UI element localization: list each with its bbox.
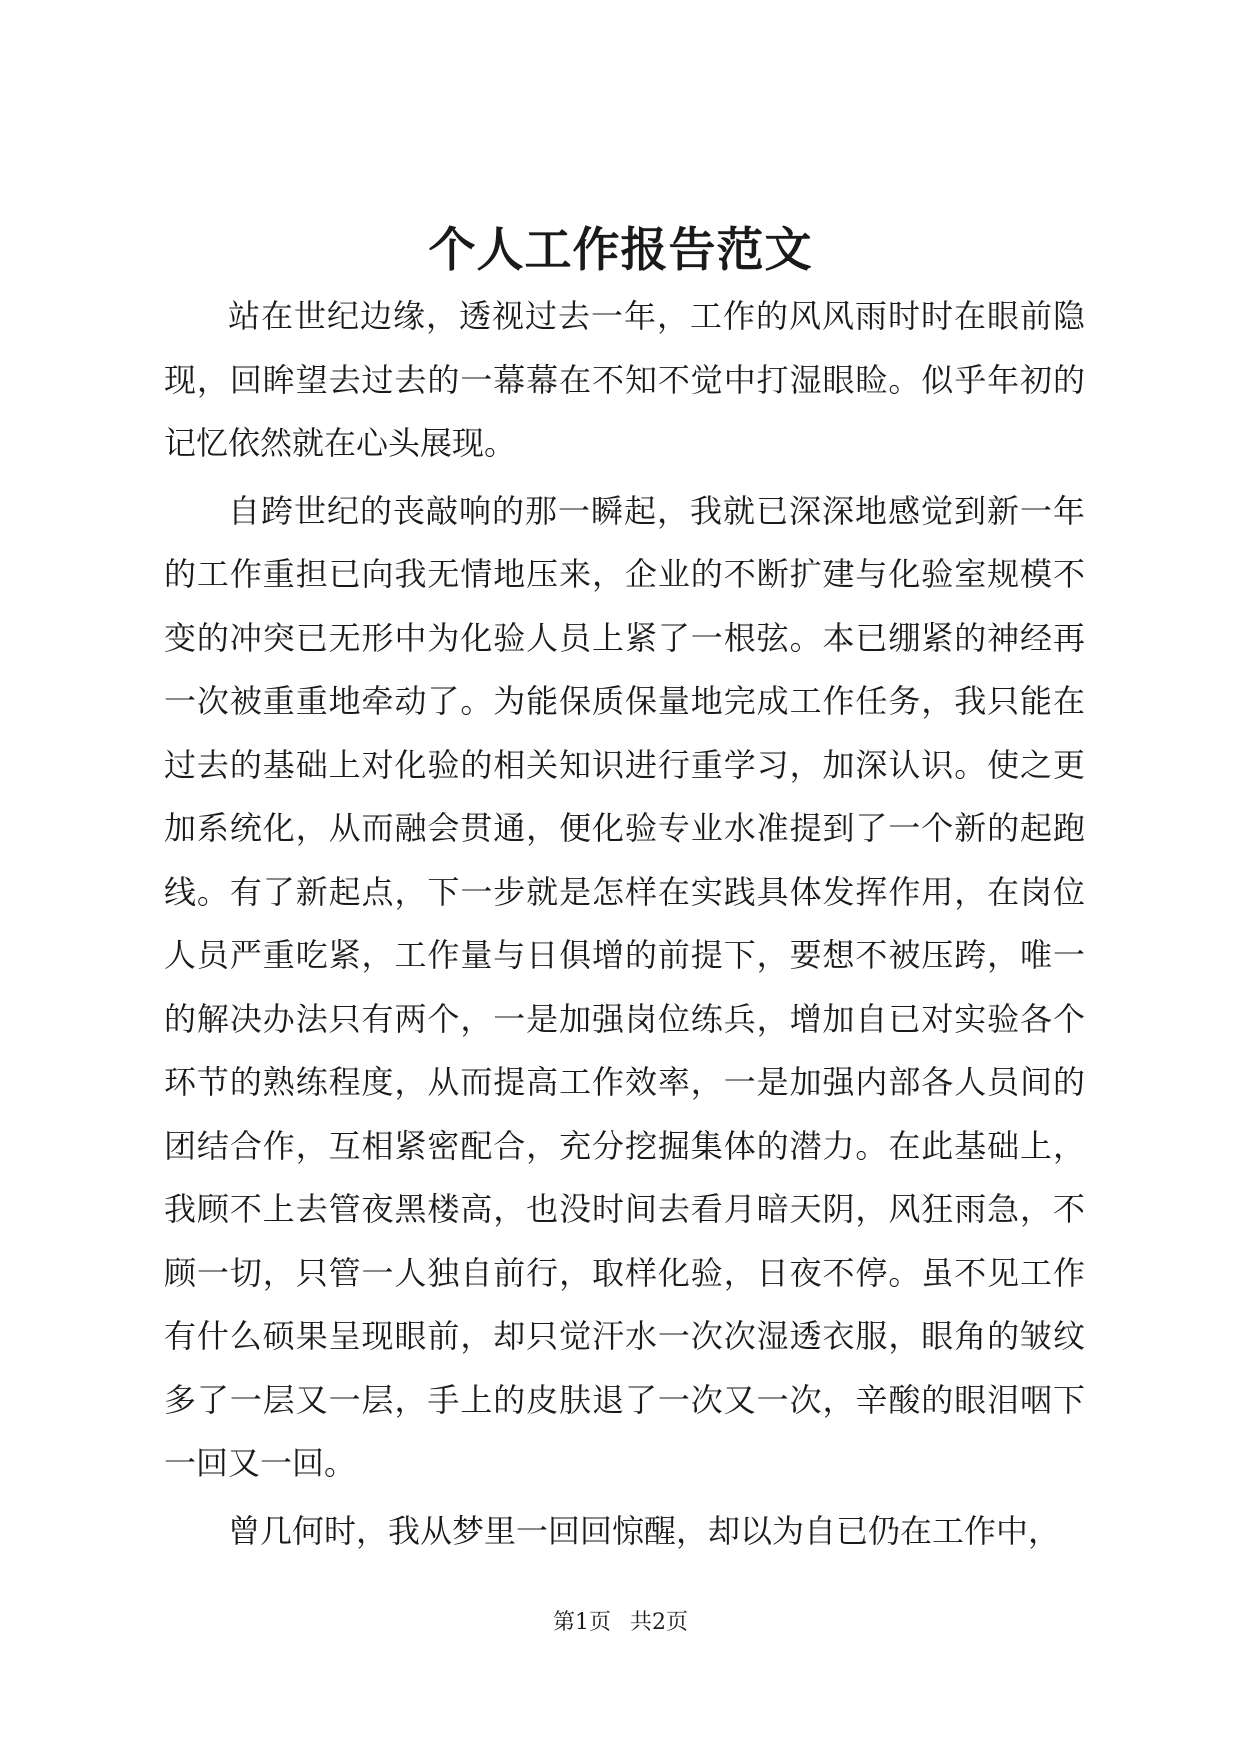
page-footer: [0, 1608, 1241, 1638]
document-body: [164, 285, 1085, 1567]
total-pages: 共2页: [630, 1610, 688, 1635]
paragraph-3: 曾几何时，我从梦里一回回惊醒，却以为自已仍在工作中，: [228, 1511, 1061, 1550]
paragraph-1: 站在世纪边缘，透视过去一年，工作的风风雨时时在眼前隐现，回眸望去过去的一幕幕在不知不觉中打湿眼睑。似乎年初的记忆依然就在心头展现。: [164, 297, 1085, 462]
document-title: 个人工作报告范文: [428, 223, 813, 278]
page-number: 第1页: [553, 1610, 611, 1635]
paragraph-2: 自跨世纪的丧敲响的那一瞬起，我就已深深地感觉到新一年的工作重担已向我无情地压来，企业的不断扩建与化验室规模不变的冲突已无形中为化验人员上紧了一根弦。本已绷紧的神经再一次被重重地牵动了。为能保质保量地完成工作任务，我只能在过去的基础上对化验的相关知识进行重学习，加深认识。使之更加系统化，从而融会贯通，便化验专业水准提到了一个新的起跑线。有了新起点，下一步就是怎样在实践具体发挥作用，在岗位人员严重吃紧，工作量与日俱增的前提下，要想不被压跨，唯一的解决办法只有两个，一是加强岗位练兵，增加自已对实验各个环节的熟练程度，从而提高工作效率，一是加强内部各人员间的团结合作，互相紧密配合，充分挖掘集体的潜力。在此基础上，我顾不上去管夜黑楼高，也没时间去看月暗天阴，风狂雨急，不顾一切，只管一人独自前行，取样化验，日夜不停。虽不见工作有什么硕果呈现眼前，却只觉汗水一次次湿透衣服，眼角的皱纹多了一层又一层，手上的皮肤退了一次又一次，辛酸的眼泪咽下一回又一回。: [164, 491, 1085, 1482]
